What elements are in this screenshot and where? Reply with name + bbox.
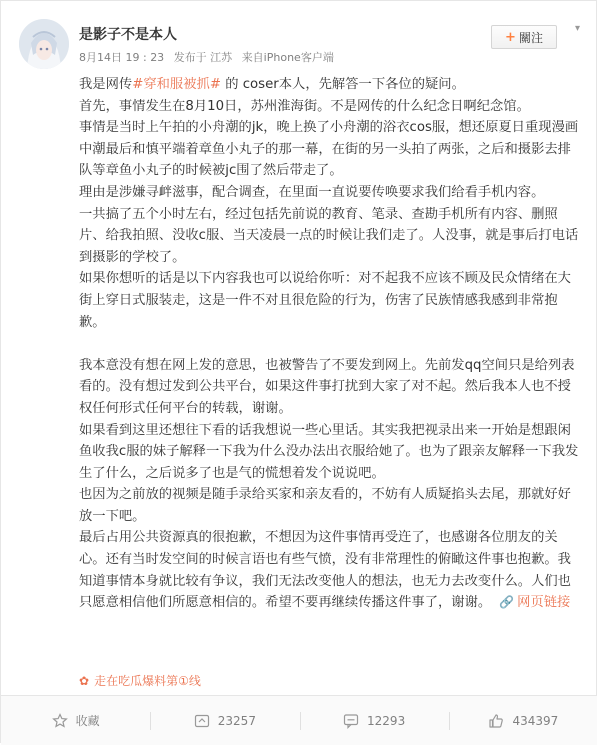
repost-count: 23257 (217, 713, 256, 728)
like-count: 434397 (512, 713, 559, 728)
comment-icon (343, 713, 359, 729)
star-icon (52, 713, 68, 729)
paragraph: 如果看到这里还想往下看的话我想说一些心里话。其实我把视录出来一开始是想跟闲鱼收我c服的妹子解释一下我为什么没办法出衣服给她了。也为了跟亲友解释一下我发生了什么，之后说多了也是气的慌想着发个说说吧。 (79, 422, 579, 481)
topic-link[interactable]: #穿和服被抓# (132, 77, 221, 92)
post-time[interactable]: 8月14日 19 : 23 (79, 51, 165, 64)
like-button[interactable] (449, 696, 597, 745)
collect-button[interactable] (1, 696, 150, 745)
paragraph-final: 最后占用公共资源真的很抱歉，不想因为这件事情再受迕了，也感谢各位朋友的关心。还有当时发空间的时候言语也有些气愤，没有非常理性的俯瞰这件事也抱歉。我知道事情本身就比较有争议，我们无法改变他人的想法，也无力去改变什么。人们也只愿意相信他们所愿意相信的。希望不要再继续传播这件事了，谢谢。 🔗 网页链接 (79, 530, 571, 611)
follow-button[interactable] (491, 25, 557, 49)
repost-icon (194, 713, 210, 729)
follow-label: 關注 (518, 30, 543, 45)
collect-label: 收藏 (75, 714, 100, 728)
paragraph: 我本意没有想在网上发的意思，也被警告了不要发到网上。先前发qq空间只是给列表看的。没有想过发到公共平台，如果这件事打扰到大家了对不起。然后我本人也不授权任何形式任何平台的转载，谢谢。 (79, 357, 575, 416)
username[interactable]: 是影子不是本人 (79, 27, 177, 43)
avatar[interactable] (19, 19, 69, 69)
paragraph: 首先，事情发生在8月10日，苏州淮海街。不是网传的什么纪念日啊纪念馆。 (79, 98, 530, 114)
post-location: 发布于 江苏 (173, 51, 233, 64)
link-icon: 🔗 (499, 595, 515, 610)
paragraph: 也因为之前放的视频是随手录给买家和亲友看的，不妨有人质疑掐头去尾，那就好好放一下吧。 (79, 487, 571, 524)
post-source[interactable]: 来自iPhone客户端 (241, 51, 334, 64)
paragraph: 一共搞了五个小时左右，经过包括先前说的教育、笔录、查勘手机所有内容、删照片、给我拍照、没收c服、当天凌晨一点的时候让我们走了。人没事，就是事后打电话到摄影的学校了。 (79, 206, 579, 265)
action-bar (1, 695, 597, 745)
thumbs-up-icon (488, 713, 504, 729)
flower-icon: ✿ (79, 674, 90, 688)
web-link[interactable]: 🔗 网页链接 (499, 595, 571, 611)
source-link[interactable]: ✿ 走在吃瓜爆料第①线 (79, 674, 201, 688)
paragraph: 理由是涉嫌寻衅滋事，配合调查，在里面一直说要传唤要求我们给看手机内容。 (79, 184, 545, 200)
paragraph-intro: 我是网传#穿和服被抓# 的 coser本人，先解答一下各位的疑问。 (79, 77, 465, 92)
post-meta (79, 49, 340, 65)
paragraph: 事情是当时上午拍的小舟潮的jk，晚上换了小舟潮的浴衣cos服，想还原夏日重现漫画中潮最后和慎平端着章鱼小丸子的那一幕，在街的另一头拍了两张，之后和摄影去排队等章鱼小丸子的时候被jc围了然后带走了。 (79, 120, 579, 179)
post-content (79, 74, 579, 614)
paragraph: 如果你想听的话是以下内容我也可以说给你听：对不起我不应该不顾及民众情绪在大街上穿日式服装走，这是一件不对且很危险的行为，伤害了民族情感我感到非常抱歉。 (79, 271, 571, 330)
plus-icon: + (505, 29, 516, 45)
comment-button[interactable] (300, 696, 449, 745)
chevron-down-icon[interactable]: ▾ (575, 23, 581, 34)
avatar-image (19, 19, 69, 69)
comment-count: 12293 (367, 713, 406, 728)
repost-button[interactable] (150, 696, 299, 745)
